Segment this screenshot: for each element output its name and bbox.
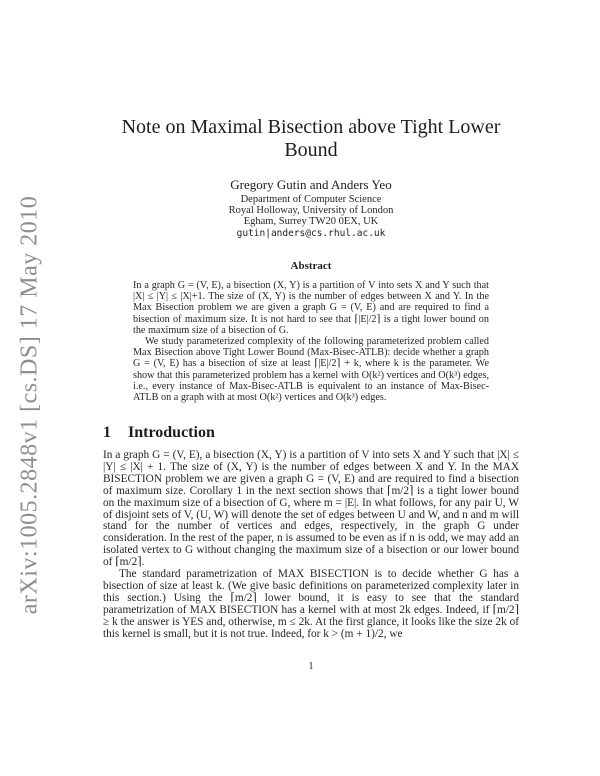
abstract-paragraph-2: We study parameterized complexity of the following parameterized problem called Max Bisection above Tight Lower Bound (Max-Bisec-ATLB): decide whether a graph G = (V, E) has a bisection of size at least ⌈|E|/2⌉ + k, where k is the parameter. We show that this parameterized problem has a kernel with O(k²) vertices and O(k³) edges, i.e., every instance of Max-Bisec-ATLB is equivalent to an instance of Max-Bisec-ATLB on a graph with at most O(k²) vertices and O(k³) edges. bbox=[133, 336, 489, 404]
abstract-section bbox=[133, 260, 489, 403]
section-1-title: Introduction bbox=[128, 424, 215, 441]
affiliation-institution: Royal Holloway, University of London bbox=[228, 205, 394, 217]
paper-title-line-1: Note on Maximal Bisection above Tight Lower bbox=[121, 116, 501, 138]
abstract-heading: Abstract bbox=[290, 260, 332, 272]
affiliation bbox=[103, 194, 519, 228]
abstract-paragraph-1: In a graph G = (V, E), a bisection (X, Y) is a partition of V into sets X and Y such that |X| ≤ |Y| ≤ |X|+1. The size of (X, Y) is the number of edges between X and Y. In the Max Bisection problem we are given a graph G = (V, E) and are required to find a bisection of maximum size. It is not hard to see that ⌈|E|/2⌉ is a tight lower bound on the maximum size of a bisection of G. bbox=[133, 280, 489, 336]
affiliation-address: Egham, Surrey TW20 0EX, UK bbox=[243, 216, 379, 228]
arxiv-stamp: arXiv:1005.2848v1 [cs.DS] 17 May 2010 bbox=[16, 195, 43, 615]
section-1-number: 1 bbox=[103, 424, 111, 441]
body-paragraph-1: In a graph G = (V, E), a bisection (X, Y) is a partition of V into sets X and Y such that |X| ≤ |Y| ≤ |X| + 1. The size of (X, Y) is the number of edges between X and Y. In the MAX BISECTION problem we are given a graph G = (V, E) and are required to find a bisection of maximum size. Corollary 1 in the next section shows that ⌈m/2⌉ is a tight lower bound on the maximum size of a bisection of G, where m = |E|. In what follows, for any pair U, W of disjoint sets of V, (U, W) will denote the set of edges between U and W, and n and m will stand for the number of vertices and edges, respectively, in the graph G under consideration. In the rest of the paper, n is assumed to be even as if n is odd, we may add an isolated vertex to G without changing the maximum size of a bisection or our lower bound of ⌈m/2⌉. bbox=[103, 449, 519, 569]
authors: Gregory Gutin and Anders Yeo bbox=[230, 177, 392, 192]
paper-title bbox=[103, 116, 519, 162]
body-paragraph-2: The standard parametrization of MAX BISECTION is to decide whether G has a bisection of size at least k. (We give basic definitions on parameterized complexity later in this section.) Using the ⌈m/2⌉ lower bound, it is easy to see that the standard parametrization of MAX BISECTION has a kernel with at most 2k edges. Indeed, if ⌈m/2⌉ ≥ k the answer is YES and, otherwise, m ≤ 2k. At the first glance, it looks like the size 2k of this kernel is small, but it is not true. Indeed, for k > (m + 1)/2, we bbox=[103, 568, 519, 640]
page-number: 1 bbox=[308, 661, 314, 672]
section-1-body bbox=[103, 450, 519, 641]
affiliation-department: Department of Computer Science bbox=[240, 194, 382, 205]
section-1-heading bbox=[103, 424, 519, 442]
email-address: gutin|anders@cs.rhul.ac.uk bbox=[236, 228, 386, 239]
main-column bbox=[103, 0, 519, 776]
paper-title-line-2: Bound bbox=[284, 139, 338, 161]
